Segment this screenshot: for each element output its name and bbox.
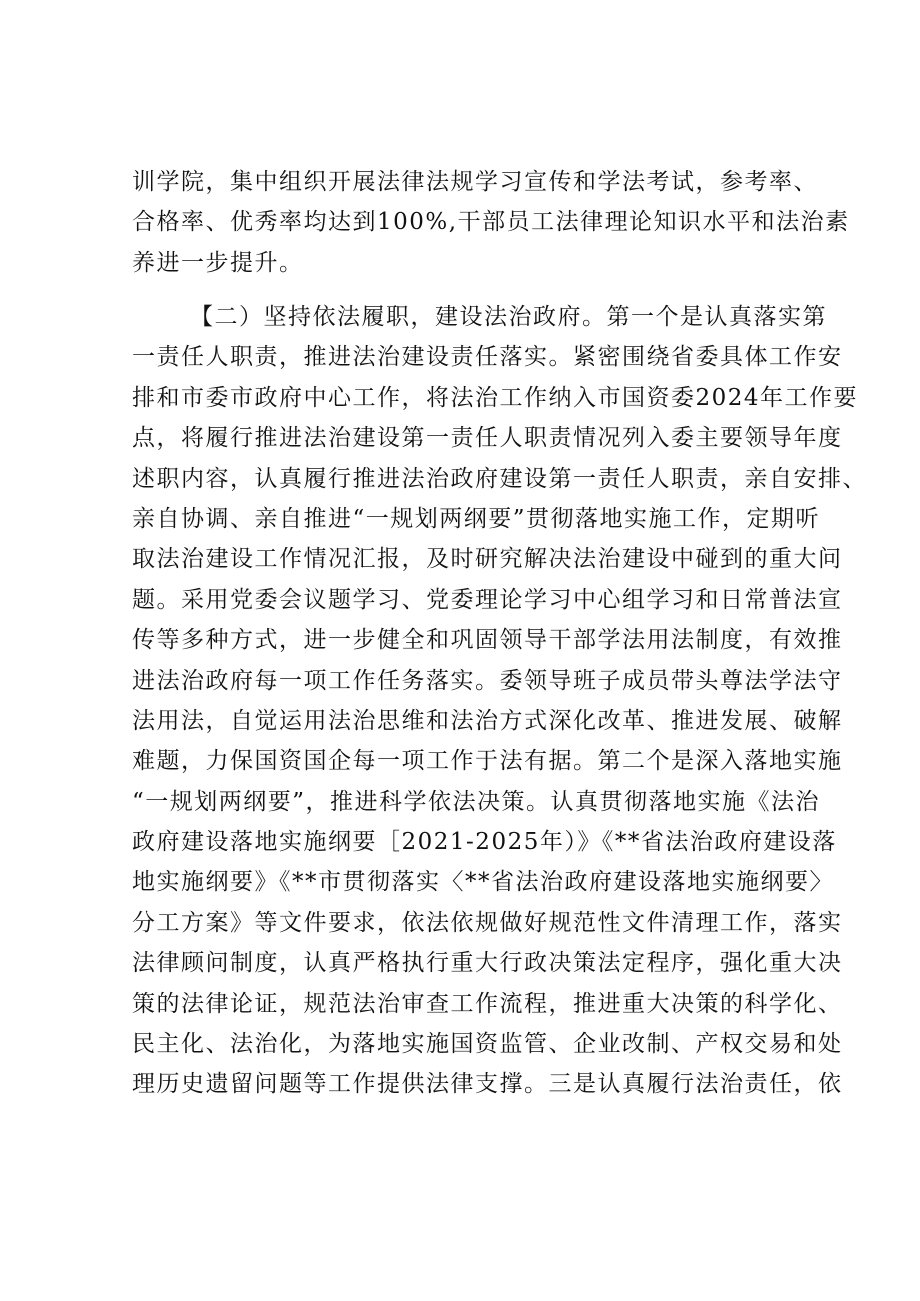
paragraph-line: 训学院，集中组织开展法律法规学习宣传和学法考试，参考率、 (132, 169, 818, 195)
paragraph-line: 难题，力保国资国企每一项工作于法有据。第二个是深入落地实施 (132, 748, 843, 775)
paragraph-line: 民主化、法治化，为落地实施国资监管、企业改制、产权交易和处 (132, 1031, 843, 1058)
paragraph-line: 【二）坚持依法履职，建设法治政府。第一个是认真落实第 (190, 304, 827, 330)
paragraph-line: 分工方案》等文件要求，依法依规做好规范性文件清理工作，落实 (132, 909, 843, 936)
paragraph-line: 养进一步提升。 (132, 249, 304, 276)
paragraph-line: 述职内容，认真履行推进法治政府建设第一责任人职责，亲自安排、 (132, 465, 867, 492)
paragraph-line: 政府建设落地实施纲要［2021-2025年）》《**省法治政府建设落 (132, 829, 837, 856)
paragraph-line: 合格率、优秀率均达到100%,干部员工法律理论知识水平和法治素 (132, 209, 850, 236)
paragraph-line: 策的法律论证，规范法治审查工作流程，推进重大决策的科学化、 (132, 990, 843, 1017)
paragraph-line: 点，将履行推进法治建设第一责任人职责情况列入委主要领导年度 (132, 425, 843, 452)
paragraph-line: 亲自协调、亲自推进“一规划两纲要”贯彻落地实施工作，定期听 (132, 505, 821, 532)
paragraph-line: 进法治政府每一项工作任务落实。委领导班子成员带头尊法学法守 (132, 667, 843, 694)
paragraph-line: 理历史遗留问题等工作提供法律支撑。三是认真履行法治责任，依 (132, 1071, 843, 1098)
paragraph-line: 法用法，自觉运用法治思维和法治方式深化改革、推进发展、破解 (132, 707, 843, 734)
paragraph-line: 题。采用党委会议题学习、党委理论学习中心组学习和日常普法宣 (132, 586, 843, 613)
paragraph-line: 取法治建设工作情况汇报，及时研究解决法治建设中碰到的重大问 (132, 546, 843, 573)
paragraph-line: 法律顾问制度，认真严格执行重大行政决策法定程序，强化重大决 (132, 950, 843, 977)
paragraph-line: 地实施纲要》《**市贯彻落实〈**省法治政府建设落地实施纲要〉 (132, 869, 834, 896)
paragraph-2 (132, 297, 867, 1105)
paragraph-1 (132, 162, 850, 283)
paragraph-line: 传等多种方式，进一步健全和巩固领导干部学法用法制度，有效推 (132, 627, 843, 654)
paragraph-line: 排和市委市政府中心工作，将法治工作纳入市国资委2024年工作要 (132, 384, 859, 411)
paragraph-line: 一责任人职责，推进法治建设责任落实。紧密围绕省委具体工作安 (132, 344, 843, 371)
paragraph-line: “一规划两纲要”，推进科学依法决策。认真贯彻落地实施《法治 (132, 788, 821, 815)
